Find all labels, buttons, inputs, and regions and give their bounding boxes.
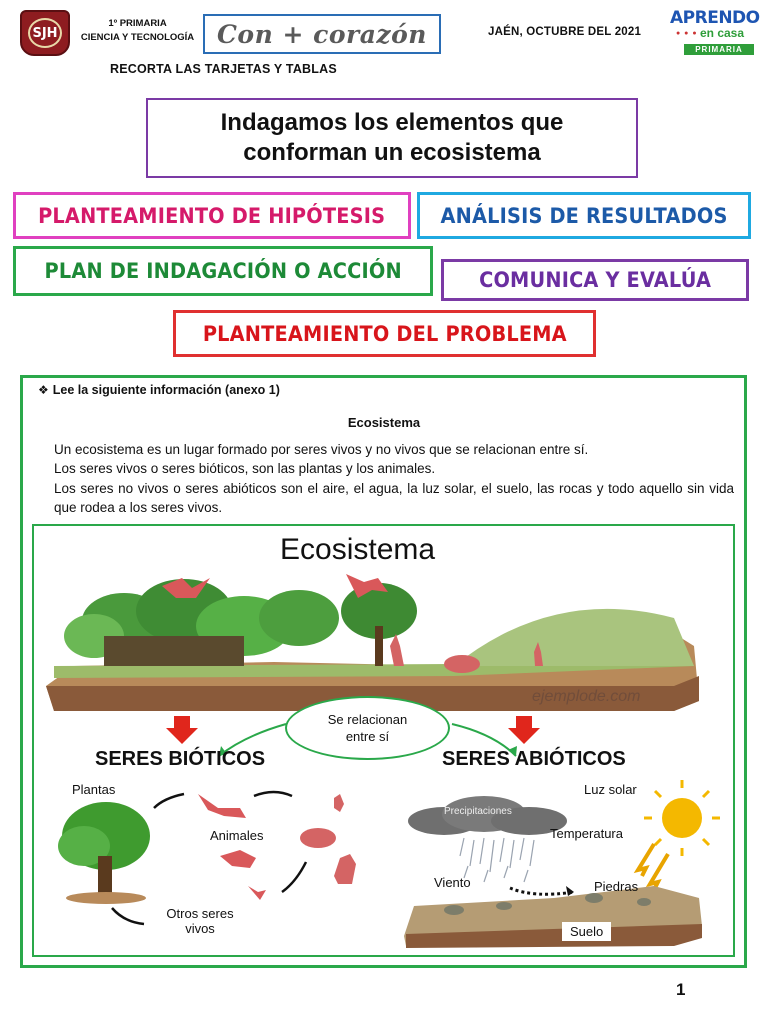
hill [454,609,694,666]
label-animales: Animales [210,828,264,843]
school-logo [20,10,70,56]
label-plantas: Plantas [72,782,116,797]
down-arrow-right-icon [508,716,540,744]
bird-bottom-1 [198,794,246,818]
down-arrow-left-icon [166,716,198,744]
aprendo-en-casa-logo [670,8,760,56]
info-paragraph: Los seres no vivos o seres abióticos son el aire, el agua, la luz solar, el suelo, las rocas y todo aquello sin vida que rodea a los seres vivos. [54,480,734,516]
logo-dots: ● ● ● [676,30,698,37]
label-temperatura: Temperatura [550,826,623,841]
aprendo-logo-line1: APRENDO [670,8,760,28]
label-luz-solar: Luz solar [584,782,637,797]
page-title: Indagamos los elementos que conforman un ecosistema [220,109,564,166]
sun-ray-arrow-2 [650,854,668,890]
cycle-arrow-1 [154,794,184,808]
subject-label: CIENCIA Y TECNOLOGÍA [80,32,195,43]
deer-bottom [334,854,356,884]
rain [460,838,534,882]
card-analisis [417,192,751,239]
title-box [146,98,638,178]
boar-bottom [300,828,336,848]
date-label: JAÉN, OCTUBRE DEL 2021 [488,26,642,38]
info-paragraph: Los seres vivos o seres bióticos, son las plantas y los animales. [54,461,436,477]
info-instruction [38,383,280,397]
grade-label: 1º PRIMARIA [108,18,167,29]
info-heading: Ecosistema [347,415,421,430]
label-viento: Viento [434,875,471,890]
label-precipitaciones: Precipitaciones [444,806,512,817]
cycle-arrow-2 [254,792,292,796]
card-plan-label: PLAN DE INDAGACIÓN O ACCIÓN [44,259,402,283]
watermark: ejemplode.com [532,688,641,705]
brand-text: Con + corazón [217,19,427,49]
info-paragraphs [54,440,734,518]
bird-bottom-3 [248,886,266,900]
boar-top [444,655,480,673]
big-tree [58,802,150,904]
cycle-arrow-4 [112,908,144,924]
sun-icon [644,780,720,856]
info-instruction-text: Lee la siguiente información (anexo 1) [52,383,280,397]
grade-subject [80,17,195,45]
label-piedras: Piedras [594,879,639,894]
page-number: 1 [676,980,686,999]
school-logo-text: SJH [28,18,62,48]
card-problema-label: PLANTEAMIENTO DEL PROBLEMA [202,321,567,346]
deer-small-bottom [334,794,344,812]
aprendo-logo-line3: PRIMARIA [684,44,754,55]
relation-bubble: Se relacionan entre sí [285,696,450,760]
instruction-text: RECORTA LAS TARJETAS Y TABLAS [110,62,337,76]
bird-bottom-2 [220,850,256,868]
card-problema [173,310,596,357]
info-paragraph: Un ecosistema es un lugar formado por seres vivos y no vivos que se relacionan entre sí. [54,442,589,457]
bioticos-heading: SERES BIÓTICOS [95,748,266,770]
diamond-bullet-icon: ❖ [38,383,49,397]
card-comunica [441,259,749,301]
card-comunica-label: COMUNICA Y EVALÚA [478,268,712,292]
brand-banner [203,14,441,54]
diagram-title: Ecosistema [280,533,436,566]
cycle-arrow-3 [282,862,306,892]
card-hipotesis [13,192,411,239]
card-analisis-label: ANÁLISIS DE RESULTADOS [440,203,728,228]
wind-arrow-icon [510,888,574,894]
card-hipotesis-label: PLANTEAMIENTO DE HIPÓTESIS [38,203,386,228]
card-plan [13,246,433,296]
label-otros-seres-vivos: Otros seres vivos [166,906,234,936]
abioticos-heading: SERES ABIÓTICOS [442,748,626,770]
aprendo-logo-line2: en casa [700,26,745,40]
deer-top [390,634,404,666]
sun-ray-arrow-1 [638,844,654,876]
label-suelo: Suelo [562,922,611,941]
